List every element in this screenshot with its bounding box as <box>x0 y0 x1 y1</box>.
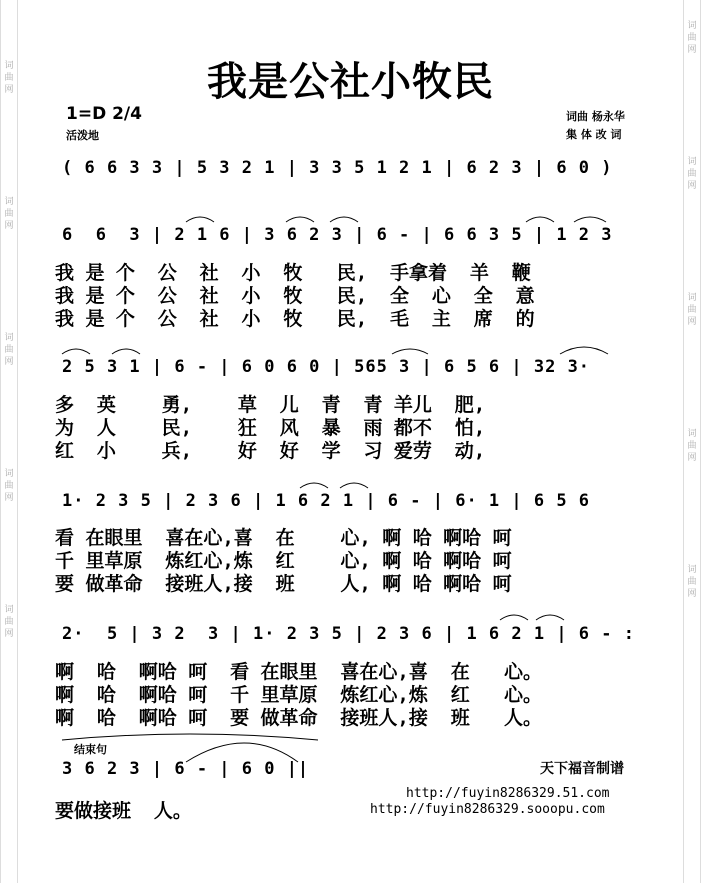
watermark-text: 词曲网 <box>4 333 14 367</box>
watermark-text: 词曲网 <box>4 605 14 639</box>
lyric-line-3-verse-1: 看 在眼里 喜在心,喜 在 心, 啊 哈 啊哈 呵 <box>55 527 512 549</box>
lyric-line-1-verse-1: 我 是 个 公 社 小 牧 民, 手拿着 羊 鞭 <box>55 262 531 284</box>
slur <box>526 217 554 222</box>
slur <box>112 349 140 354</box>
tempo-marking: 活泼地 <box>66 129 99 142</box>
watermark-strip-right <box>683 0 701 883</box>
slur <box>62 349 90 354</box>
slur <box>536 615 564 620</box>
watermark-text: 词曲网 <box>687 157 697 191</box>
watermark-text: 词曲网 <box>687 429 697 463</box>
ending-notes: 3 6 2 3 | 6 - | 6 0 || <box>62 759 310 779</box>
lyric-line-1-verse-3: 我 是 个 公 社 小 牧 民, 毛 主 席 的 <box>55 308 535 330</box>
song-title: 我是公社小牧民 <box>207 59 494 105</box>
studio-credit: 天下福音制谱 <box>540 761 624 777</box>
slur <box>560 347 608 354</box>
watermark-text: 词曲网 <box>4 469 14 503</box>
credit-composer: 词曲 杨永华 <box>566 110 625 123</box>
notes-line-1: 6 6 3 | 2 1 6 | 3 6 2 3 | 6 - | 6 6 3 5 | 1 2 3 <box>62 225 613 245</box>
slur <box>392 349 428 354</box>
slur <box>574 217 606 222</box>
slur <box>300 483 328 488</box>
ending-bracket <box>62 734 318 740</box>
intro-notes: ( 6 6 3 3 | 5 3 2 1 | 3 3 5 1 2 1 | 6 2 3 | 6 0 ) <box>62 158 613 178</box>
footer-url-1: http://fuyin8286329.51.com <box>406 786 610 801</box>
ending-lyric: 要做接班 人。 <box>55 800 192 822</box>
notes-line-2: 2 5 3 1 | 6 - | 6 0 6 0 | 565 3 | 6 5 6 | 32 3· <box>62 357 591 377</box>
lyric-line-4-verse-3: 啊 哈 啊哈 呵 要 做革命 接班人,接 班 人。 <box>55 707 543 729</box>
slur <box>330 217 358 222</box>
notes-line-4: 2· 5 | 3 2 3 | 1· 2 3 5 | 2 3 6 | 1 6 2 1 | 6 - : <box>62 624 635 644</box>
watermark-text: 词曲网 <box>687 565 697 599</box>
lyric-line-2-verse-3: 红 小 兵, 好 好 学 习 爱劳 动, <box>55 440 486 462</box>
slur <box>286 217 314 222</box>
slur <box>500 615 528 620</box>
slur <box>340 483 368 488</box>
lyric-line-2-verse-1: 多 英 勇, 草 儿 青 青 羊儿 肥, <box>55 394 486 416</box>
footer-url-2: http://fuyin8286329.sooopu.com <box>370 802 605 817</box>
lyric-line-1-verse-2: 我 是 个 公 社 小 牧 民, 全 心 全 意 <box>55 285 535 307</box>
watermark-strip-left <box>0 0 18 883</box>
slur <box>186 217 214 222</box>
credit-lyrics: 集 体 改 词 <box>566 128 622 141</box>
watermark-text: 词曲网 <box>687 21 697 55</box>
watermark-text: 词曲网 <box>4 61 14 95</box>
notes-line-3: 1· 2 3 5 | 2 3 6 | 1 6 2 1 | 6 - | 6· 1 | 6 5 6 <box>62 491 591 511</box>
lyric-line-2-verse-2: 为 人 民, 狂 风 暴 雨 都不 怕, <box>55 417 486 439</box>
watermark-text: 词曲网 <box>4 197 14 231</box>
lyric-line-4-verse-1: 啊 哈 啊哈 呵 看 在眼里 喜在心,喜 在 心。 <box>55 661 543 683</box>
key-signature: 1=D 2/4 <box>66 104 142 124</box>
lyric-line-3-verse-2: 千 里草原 炼红心,炼 红 心, 啊 哈 啊哈 呵 <box>55 550 512 572</box>
ending-label: 结束句 <box>74 743 107 756</box>
lyric-line-4-verse-2: 啊 哈 啊哈 呵 千 里草原 炼红心,炼 红 心。 <box>55 684 543 706</box>
lyric-line-3-verse-3: 要 做革命 接班人,接 班 人, 啊 哈 啊哈 呵 <box>55 573 512 595</box>
watermark-text: 词曲网 <box>687 293 697 327</box>
